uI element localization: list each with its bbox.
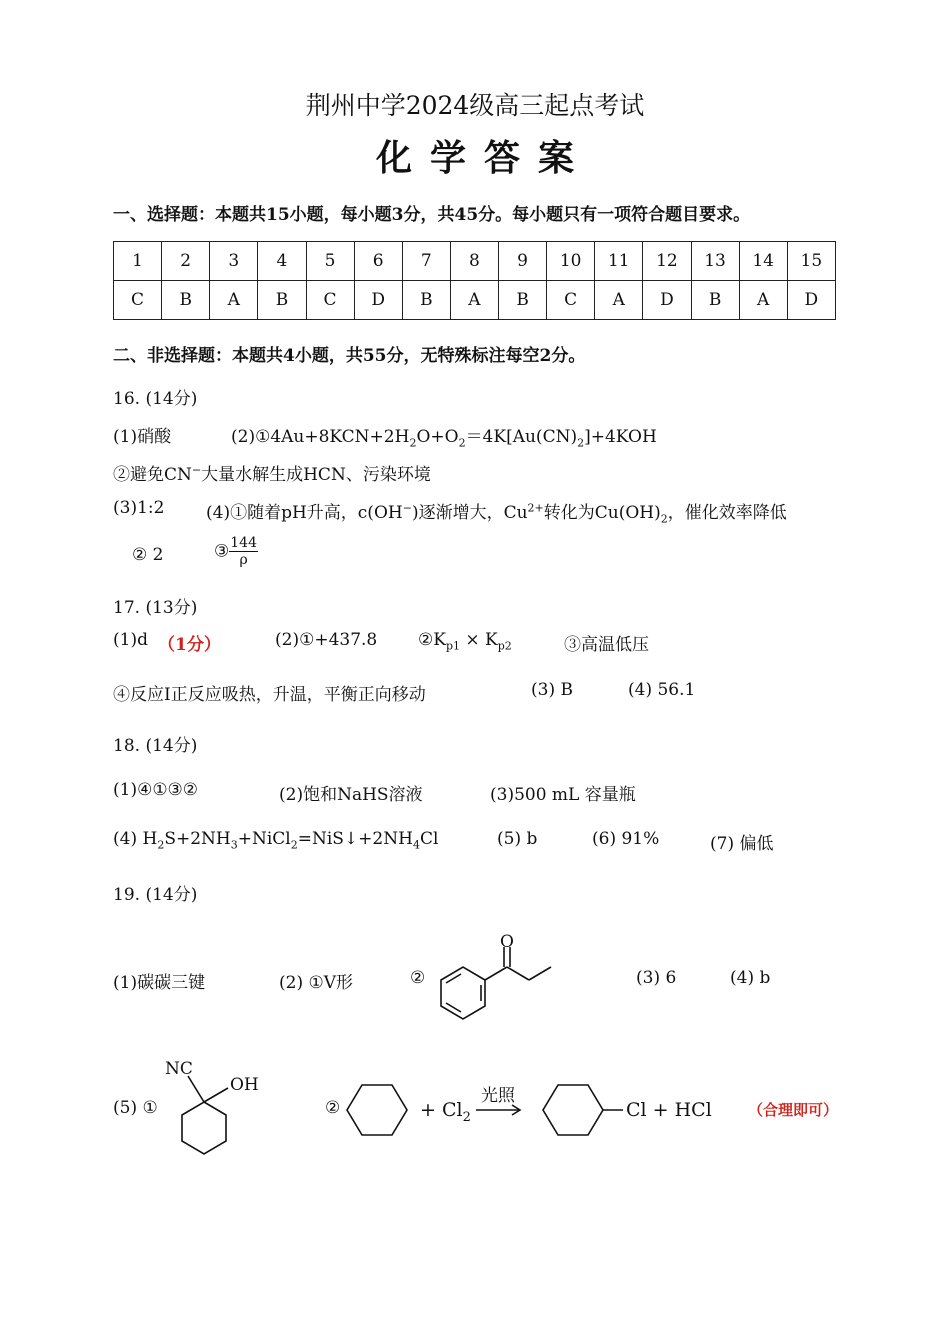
q18-part3: (3)500 mL 容量瓶 (490, 785, 636, 805)
answer-row (114, 281, 836, 320)
answer-cell: A (739, 281, 787, 320)
question-number-cell: 12 (643, 242, 691, 281)
question-number-cell: 10 (547, 242, 595, 281)
q17-part1: (1)d (113, 630, 148, 650)
section2-heading: 二、非选择题：本题共4小题，共55分，无特殊标注每空2分。 (113, 346, 586, 366)
question-number-cell: 11 (595, 242, 643, 281)
page-subtitle: 化学答案 (375, 137, 592, 179)
cyanohydrin-structure (160, 1050, 275, 1165)
fraction: $\frac{144}{\rho}$ (230, 535, 257, 568)
q19-note: （合理即可） (748, 1101, 839, 1119)
answer-cell: D (354, 281, 402, 320)
answer-cell: B (499, 281, 547, 320)
q16-part2-equation: $(2)①4Au+8KCN+2H_2O+O_2=4K[Au(CN)_2]+4KOH$ (231, 427, 657, 450)
q16-part2b: ②避免CN−大量水解生成HCN、污染环境 (113, 463, 431, 485)
answer-table (113, 241, 836, 320)
q18-part2: (2)饱和NaHS溶液 (279, 785, 423, 805)
q19-part5b: ② (325, 1098, 341, 1118)
q18-part4-equation: (4) $H_2S+2NH_3+NiCl_2=NiS↓+2NH_4Cl$ (113, 829, 439, 852)
hydroxyl-label: OH (230, 1075, 259, 1095)
question-number-cell: 5 (306, 242, 354, 281)
q18-title: 18. (14分) (113, 736, 198, 756)
cyclohexane-reactant (347, 1085, 407, 1135)
light-condition-label: 光照 (481, 1086, 515, 1106)
question-number-cell: 1 (114, 242, 162, 281)
section1-heading: 一、选择题：本题共15小题，每小题3分，共45分。每小题只有一项符合题目要求。 (113, 205, 751, 225)
q19-part5: (5) ① (113, 1098, 158, 1118)
q19-part4: (4) b (730, 968, 771, 988)
chlorination-reaction (340, 1070, 720, 1150)
answer-cell: B (258, 281, 306, 320)
answer-cell: B (162, 281, 210, 320)
question-number-cell: 6 (354, 242, 402, 281)
q19-title: 19. (14分) (113, 885, 198, 905)
question-number-cell: 2 (162, 242, 210, 281)
product-label: Cl + HCl (626, 1099, 712, 1121)
q16-part4: (4)①随着pH升高，c(OH−)逐渐增大，$Cu^{2+}$转化为$Cu(OH)_2$，催化效率降低 (206, 501, 787, 526)
answer-cell: D (787, 281, 835, 320)
answer-cell: A (210, 281, 258, 320)
answer-cell: C (114, 281, 162, 320)
question-number-cell: 3 (210, 242, 258, 281)
q18-part1: (1)④①③② (113, 780, 199, 800)
q16-title: 16. (14分) (113, 389, 198, 409)
benzene-ring (441, 967, 485, 1019)
q16-part1: (1)硝酸 (113, 427, 172, 447)
question-number-cell: 4 (258, 242, 306, 281)
question-number-cell: 9 (499, 242, 547, 281)
q19-part3: (3) 6 (636, 968, 677, 988)
q17-part2b: $②K_{p1} \times K_{p2}$ (418, 630, 512, 653)
q17-score-note: （1分） (158, 635, 221, 655)
q18-part7: (7) 偏低 (710, 834, 774, 854)
propiophenone-structure (430, 925, 560, 1030)
q16-part4-2: ② 2 (132, 545, 164, 565)
question-number-cell: 13 (691, 242, 739, 281)
q18-part6: (6) 91% (592, 829, 660, 849)
cyclohexane-ring (182, 1102, 226, 1154)
question-number-cell: 14 (739, 242, 787, 281)
q16-part4-3: ③ $\frac{144}{\rho}$ (214, 535, 257, 568)
q19-part2: (2) ①V形 (279, 973, 354, 993)
answer-cell: B (691, 281, 739, 320)
q19-part1: (1)碳碳三键 (113, 973, 206, 993)
q17-part3: (3) B (531, 680, 573, 700)
chlorine-reagent: + $Cl_2$ (420, 1099, 471, 1125)
q17-part2d: ④反应I正反应吸热，升温，平衡正向移动 (113, 685, 426, 705)
answer-cell: D (643, 281, 691, 320)
q16-part3: (3)1:2 (113, 498, 165, 518)
question-number-cell: 7 (402, 242, 450, 281)
question-number-row (114, 242, 836, 281)
answer-cell: C (306, 281, 354, 320)
answer-cell: B (402, 281, 450, 320)
q17-part4: (4) 56.1 (628, 680, 696, 700)
page-title: 荆州中学2024级高三起点考试 (305, 91, 645, 120)
q19-part2b: ② (410, 968, 426, 988)
nitrile-label: NC (165, 1059, 193, 1079)
answer-cell: A (450, 281, 498, 320)
q17-title: 17. (13分) (113, 598, 198, 618)
cyclohexane-product (543, 1085, 603, 1135)
q17-part2: (2)①+437.8 (275, 630, 378, 650)
question-number-cell: 8 (450, 242, 498, 281)
question-number-cell: 15 (787, 242, 835, 281)
q18-part5: (5) b (497, 829, 538, 849)
answer-cell: A (595, 281, 643, 320)
answer-cell: C (547, 281, 595, 320)
carbonyl-oxygen-label: O (500, 932, 514, 952)
q17-part2c: ③高温低压 (564, 635, 649, 655)
